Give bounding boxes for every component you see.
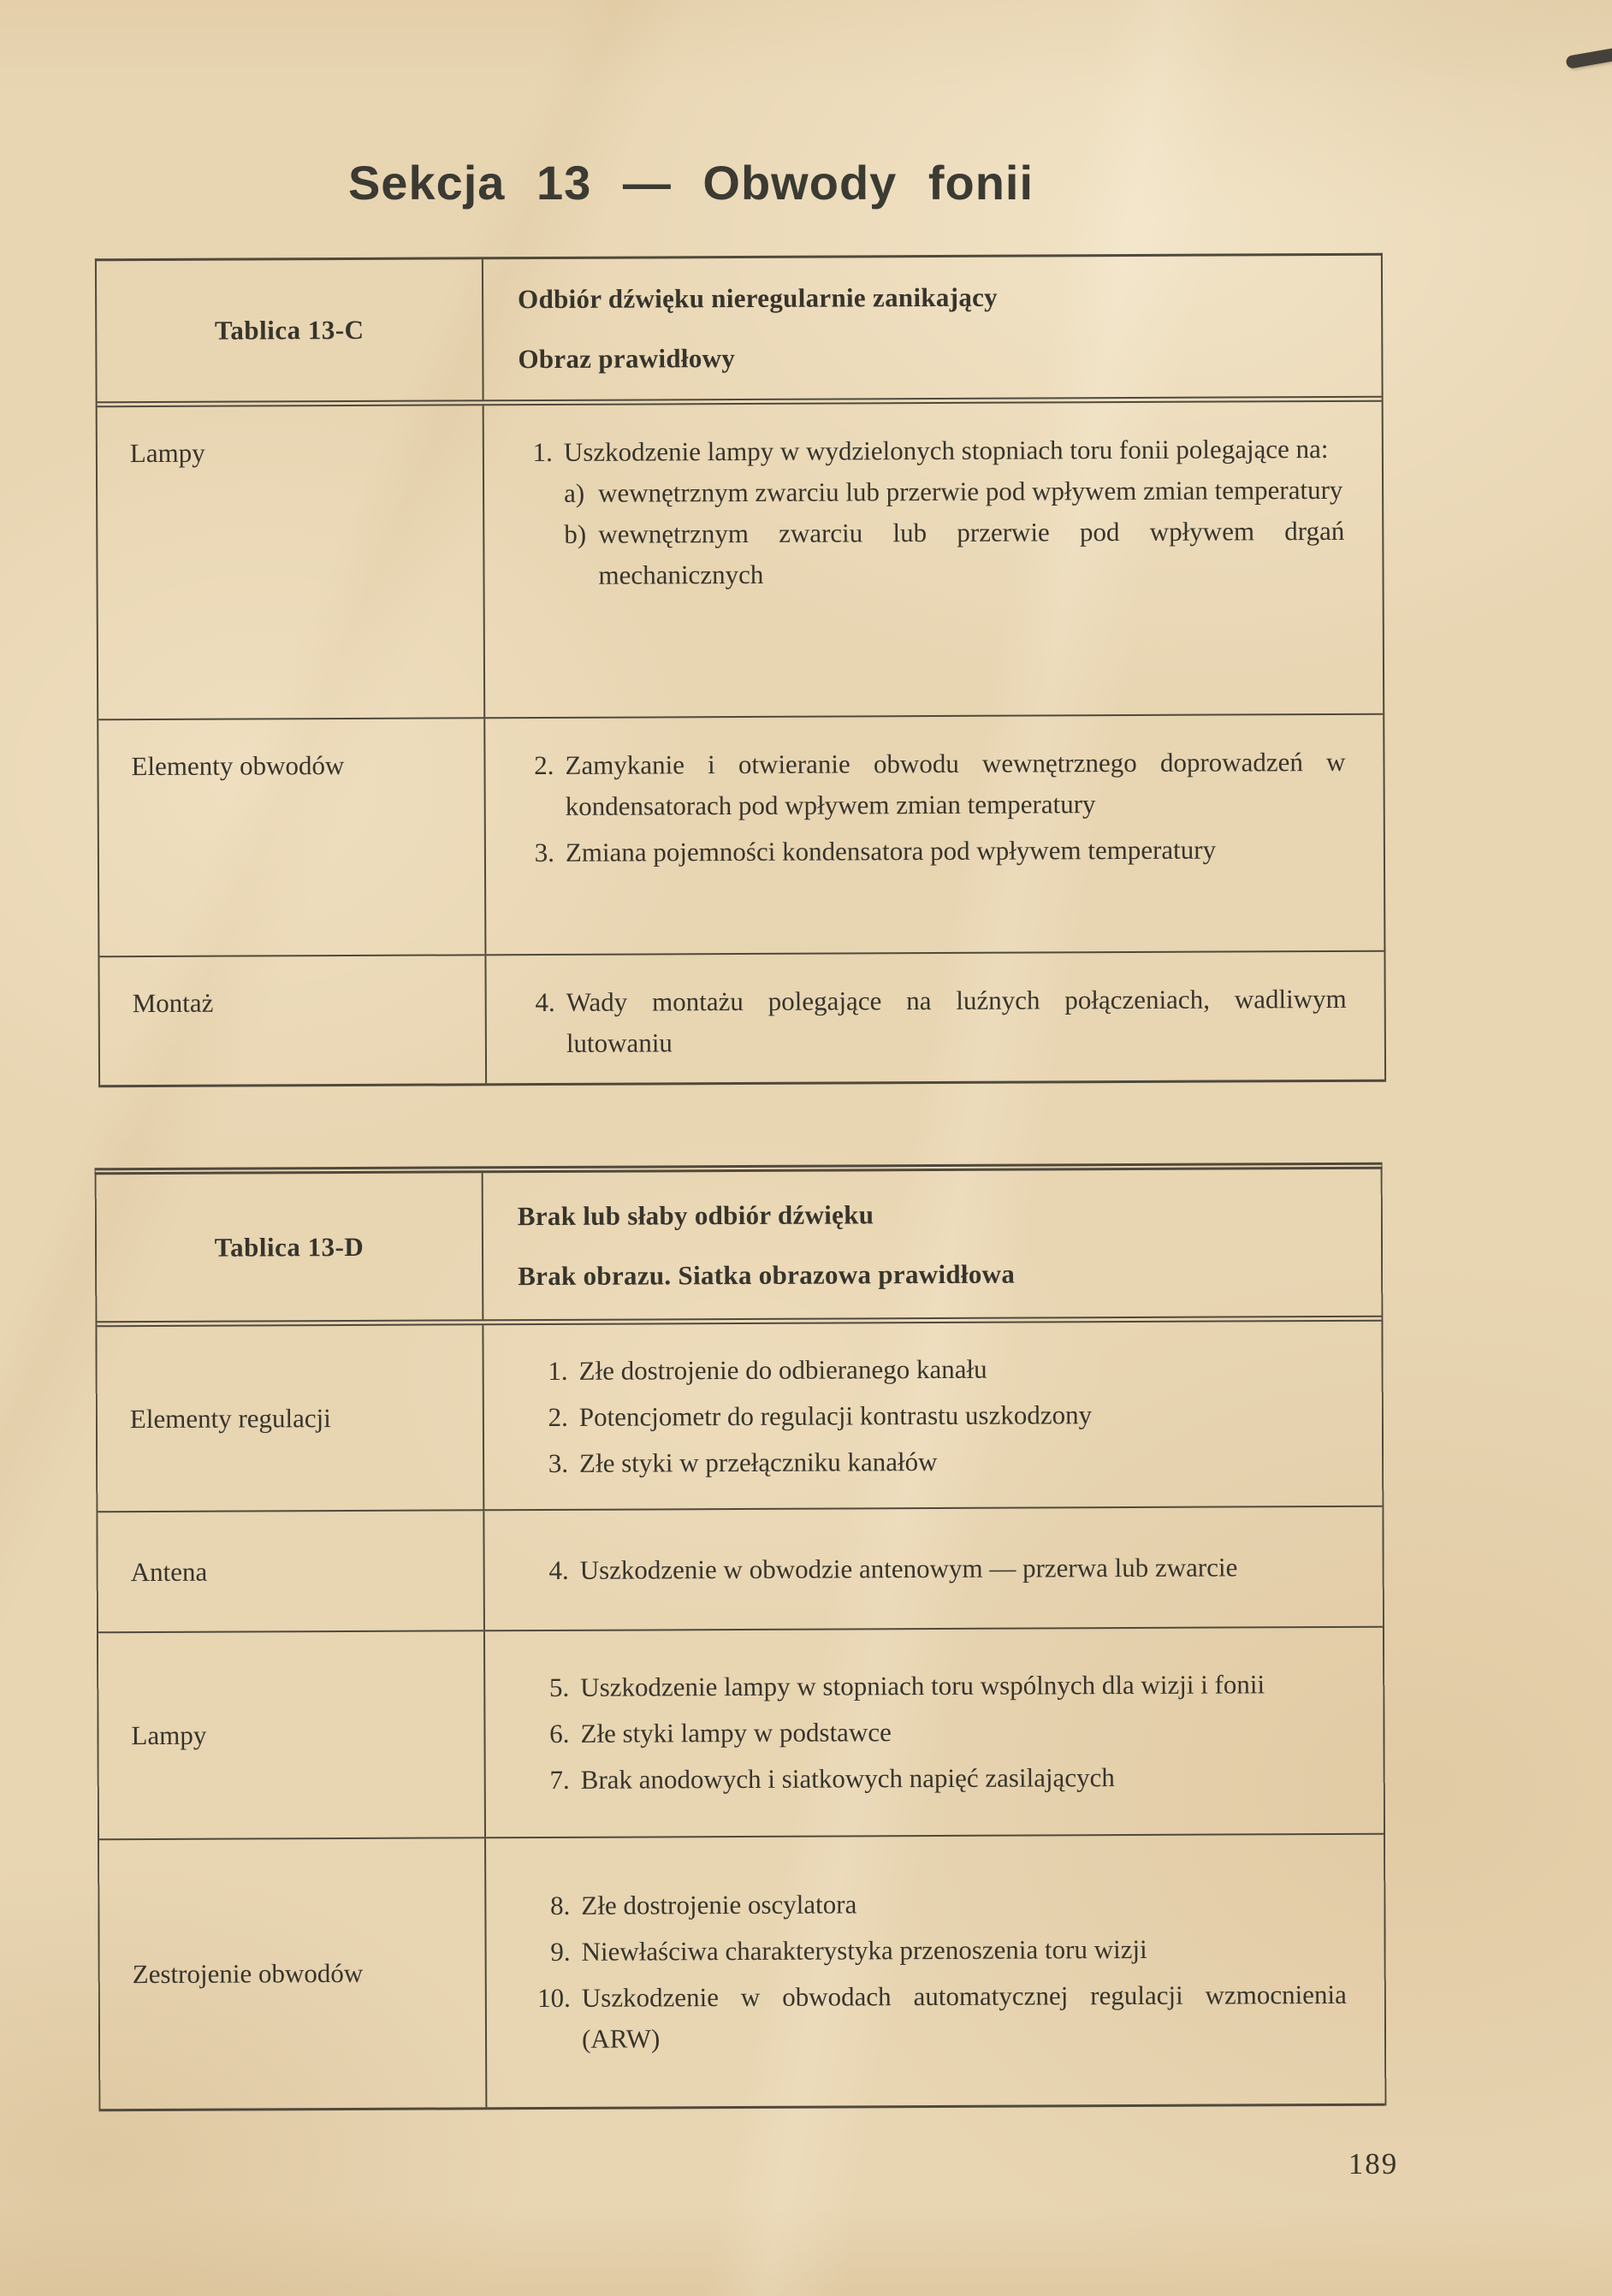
item-line	[517, 829, 1346, 873]
table-row	[98, 1507, 1383, 1634]
list-item	[515, 1439, 1344, 1483]
table-header-row	[97, 1169, 1382, 1328]
item-line	[515, 1393, 1344, 1437]
items-cell	[485, 715, 1384, 955]
category-cell	[99, 956, 487, 1085]
symptom-cell	[483, 1169, 1382, 1320]
category-cell	[98, 1631, 486, 1838]
item-text: Zamykanie i otwieranie obwodu wewnętrznego doprowadzeń w kondensatorach pod wpływem zmian temperatury	[565, 746, 1346, 821]
item-text: Wady montażu polegające na luźnych połączeniach, wadliwym lutowaniu	[566, 983, 1347, 1058]
table-row	[97, 1322, 1382, 1513]
table-title: Tablica 13-D	[214, 1231, 364, 1263]
item-number: 9.	[550, 1936, 571, 1967]
list-item	[516, 1664, 1345, 1708]
list-item	[515, 429, 1345, 596]
item-line	[518, 1974, 1347, 2060]
items-cell	[486, 1835, 1384, 2108]
category-label: Zestrojenie obwodów	[132, 1957, 364, 1990]
items-cell	[483, 1322, 1382, 1510]
list-item	[516, 742, 1345, 827]
list-item	[518, 1974, 1347, 2060]
symptom-line: Obraz prawidłowy	[518, 343, 736, 375]
page-title: Sekcja 13 — Obwody fonii	[347, 155, 1034, 210]
item-line	[516, 742, 1345, 827]
symptom-cell	[483, 256, 1382, 400]
item-number: 1.	[548, 1355, 568, 1386]
symptom-line: Brak obrazu. Siatka obrazowa prawidłowa	[518, 1258, 1016, 1291]
item-number: 8.	[550, 1890, 571, 1920]
table-title: Tablica 13-C	[214, 314, 364, 346]
item-number: 1.	[532, 436, 553, 468]
category-label: Antena	[130, 1556, 208, 1587]
item-line	[516, 1664, 1345, 1708]
category-cell	[97, 1325, 484, 1511]
items-cell	[484, 402, 1384, 718]
category-label: Elementy obwodów	[131, 750, 345, 782]
item-line	[518, 979, 1347, 1064]
list-item	[517, 1756, 1346, 1801]
item-line	[517, 1756, 1346, 1801]
category-label: Montaż	[132, 987, 214, 1019]
table-row	[99, 952, 1384, 1088]
item-number: 4.	[548, 1554, 569, 1585]
table-header-row	[97, 256, 1382, 408]
table-row	[98, 715, 1384, 958]
category-label: Lampy	[129, 437, 205, 469]
item-text: Złe styki lampy w podstawce	[580, 1717, 892, 1749]
item-line	[515, 1439, 1344, 1483]
list-item	[516, 1546, 1345, 1590]
item-number: 2.	[534, 749, 554, 781]
sub-item-text: wewnętrznym zwarciu lub przerwie pod wpływem zmian temperatury	[598, 474, 1343, 508]
item-number: 2.	[548, 1401, 568, 1432]
table-row	[98, 402, 1384, 721]
item-text: Złe styki w przełączniku kanałów	[579, 1446, 938, 1478]
item-line	[516, 1710, 1345, 1755]
items-cell	[484, 1507, 1383, 1630]
items-cell	[485, 1628, 1384, 1837]
ink-smudge-mark	[1565, 43, 1612, 69]
category-cell	[98, 405, 486, 719]
item-number: 6.	[549, 1718, 570, 1749]
list-item	[515, 1346, 1344, 1391]
item-text: Brak anodowych i siatkowych napięć zasilających	[580, 1762, 1115, 1795]
table-title-cell	[97, 259, 484, 401]
item-number: 10.	[537, 1982, 571, 2014]
item-text: Uszkodzenie w obwodach automatycznej regulacji wzmocnienia (ARW)	[581, 1979, 1347, 2054]
item-number: 3.	[534, 837, 555, 868]
item-line	[515, 1346, 1344, 1391]
symptom-line: Brak lub słaby odbiór dźwięku	[517, 1198, 874, 1231]
item-number: 3.	[548, 1447, 569, 1478]
item-text: Złe dostrojenie oscylatora	[581, 1889, 857, 1920]
table-title-cell	[97, 1173, 484, 1321]
list-item	[518, 1928, 1347, 1973]
sub-item-number: b)	[564, 518, 587, 549]
table-row	[99, 1835, 1384, 2112]
category-label: Elementy regulacji	[129, 1402, 331, 1434]
item-number: 4.	[535, 986, 555, 1018]
list-item	[517, 829, 1346, 873]
table-row	[98, 1628, 1384, 1841]
item-number: 5.	[548, 1672, 570, 1702]
list-item	[515, 1393, 1344, 1437]
sub-item-text: wewnętrznym zwarciu lub przerwie pod wpływem drgań mechanicznych	[598, 515, 1345, 590]
item-line	[517, 1882, 1346, 1926]
category-cell	[98, 719, 486, 956]
category-cell	[99, 1838, 487, 2109]
category-cell	[98, 1511, 485, 1631]
page-number: 189	[1348, 2147, 1399, 2181]
list-item	[516, 1710, 1345, 1755]
category-label: Lampy	[131, 1719, 207, 1751]
sub-item-number: a)	[564, 477, 585, 508]
item-line	[515, 429, 1344, 473]
item-text: Uszkodzenie lampy w wydzielonych stopniach toru fonii polegające na:	[563, 434, 1329, 467]
item-number: 7.	[549, 1764, 570, 1795]
item-text: Uszkodzenie w obwodzie antenowym — przerwa lub zwarcie	[579, 1551, 1238, 1585]
items-cell	[486, 952, 1384, 1084]
sub-item	[564, 470, 1344, 514]
item-line	[518, 1928, 1347, 1973]
item-text: Uszkodzenie lampy w stopniach toru wspólnych dla wizji i fonii	[580, 1669, 1265, 1702]
item-line	[516, 1546, 1345, 1590]
table-13-c	[95, 253, 1386, 1088]
item-text: Potencjometr do regulacji kontrastu uszkodzony	[578, 1399, 1093, 1432]
item-text: Złe dostrojenie do odbieranego kanału	[578, 1353, 987, 1386]
symptom-line: Odbiór dźwięku nieregularnie zanikający	[518, 281, 999, 315]
list-item	[517, 1882, 1346, 1926]
table-13-d	[95, 1163, 1387, 2112]
list-item	[518, 979, 1347, 1064]
sub-item	[564, 511, 1344, 596]
item-text: Niewłaściwa charakterystyka przenoszenia toru wizji	[581, 1933, 1147, 1967]
item-text: Zmiana pojemności kondensatora pod wpływem temperatury	[565, 834, 1217, 867]
